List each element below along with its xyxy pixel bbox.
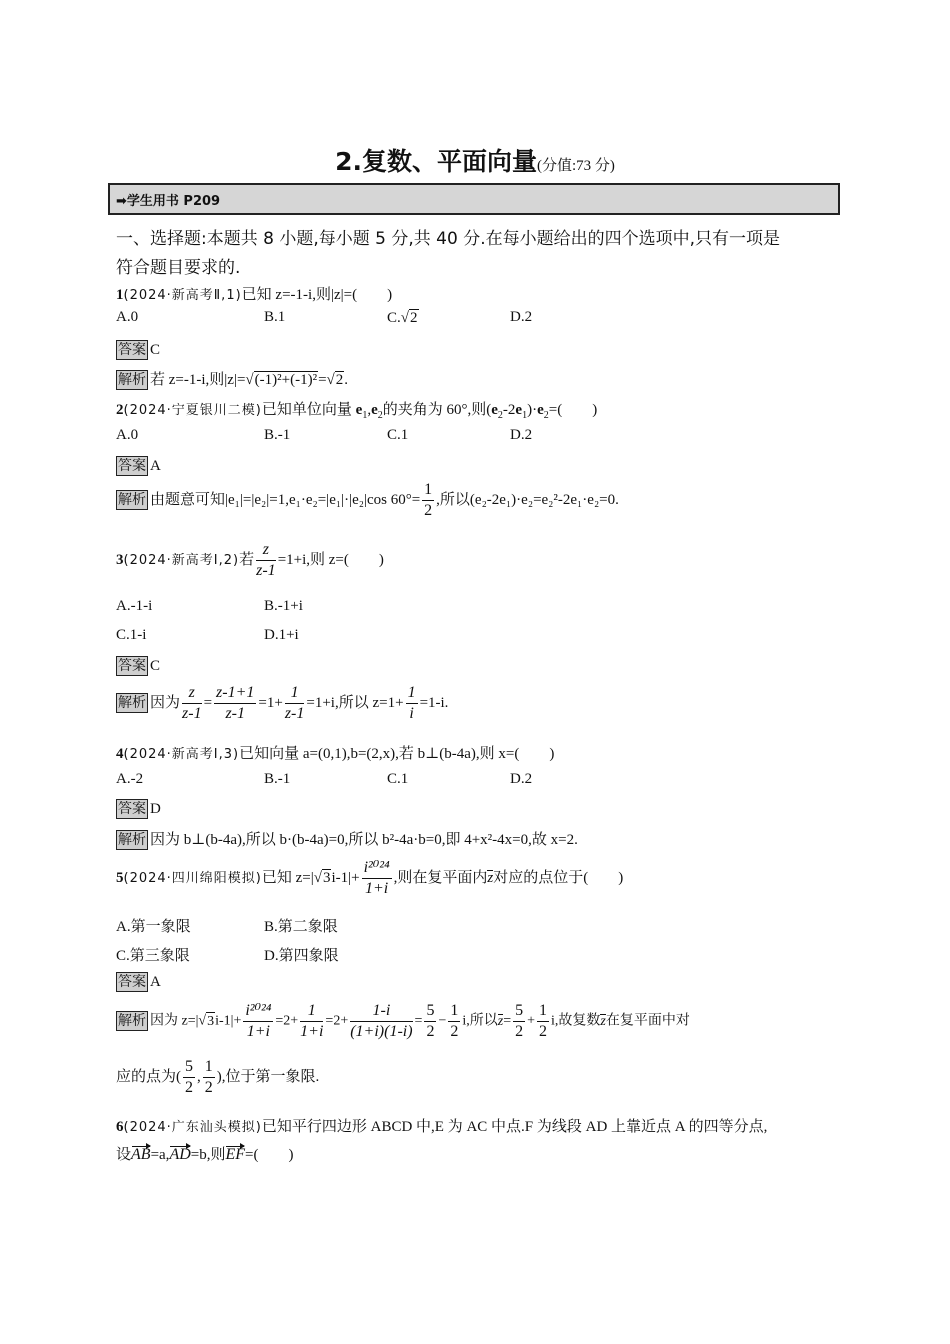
q5-answer-value: A [150,974,161,990]
q4-analysis: 解析 因为 b⊥(b-4a),所以 b·(b-4a)=0,所以 b²-4a·b=0,即 4+x²-4x=0,故 x=2. [118,832,578,848]
fraction: $\frac{1}{i}$ [407,684,416,722]
fraction: $\frac{z}{z-1}$ [256,541,276,579]
q5-source: (2024·四川绵阳模拟) [123,870,262,886]
q3-answer: 答案 C [118,658,161,674]
q1-number: 1 [116,287,124,303]
fraction: $\frac{5}{2}$ [185,1058,193,1096]
q3-option-a: A.-1-i [116,598,153,614]
question-3: 3(2024·新高考Ⅰ,2)若 $\frac{z}{z-1}$ =1+i,则 z=( ) [116,541,384,579]
fraction: $\frac{1-i}{(1+i)(1-i)}$ [350,1002,413,1040]
q1-c-radicand: 2 [410,310,418,326]
page-title [0,142,950,178]
question-6 [116,1115,767,1136]
q4-stem: 已知向量 a=(0,1),b=(2,x),若 b⊥(b-4a),则 x=( ) [239,746,555,762]
q4-answer-value: D [150,801,161,817]
q1-sol-text: 若 z=-1-i,则|z|= [150,372,246,388]
fraction: $\frac{1}{z-1}$ [284,684,305,722]
z-conjugate: z [600,1013,606,1029]
analysis-tag: 解析 [118,372,146,388]
q2-answer: 答案 A [118,458,161,474]
banner-text: ➡学生用书 P209 [116,194,221,209]
q4-answer: 答案 D [118,801,161,817]
q2-option-d: D.2 [510,427,533,443]
fraction: $\frac{\text{i²⁰²⁴}}{1+i}$ [245,1002,272,1040]
q5-option-c: C.第三象限 [116,948,190,964]
q5-option-a: A.第一象限 [116,919,191,935]
vector-ab: AB [131,1146,151,1163]
q1-answer-value: C [150,342,161,358]
q1-analysis: 解析 若 z=-1-i,则|z|=√(-1)²+(-1)²=√2. [118,372,349,388]
title-main: 2.复数、平面向量 [335,147,537,176]
question-4 [116,742,554,763]
q2-number: 2 [116,402,124,418]
q3-option-d: D.1+i [264,627,299,643]
z-conjugate: z [497,1013,504,1029]
q5-answer: 答案 A [118,974,161,990]
q2-answer-value: A [150,458,161,474]
q4-option-c: C.1 [387,771,409,787]
q1-option-b: B.1 [264,309,286,325]
fraction: $\frac{1}{1+i}$ [300,1002,324,1040]
q2-source: (2024·宁夏银川二模) [123,403,262,418]
q3-number: 3 [116,551,124,568]
q4-option-d: D.2 [510,771,533,787]
q6-number: 6 [116,1119,124,1135]
fraction: $\frac{1}{2}$ [450,1002,459,1040]
q5-analysis: 解析 因为 z=|√3i-1|+ $\frac{\text{i²⁰²⁴}}{1+i}$ =2+ $\frac{1}{1+i}$ =2+ $\frac{1-i}{(1+i)(1-i)}$ = $\frac{5}{2}$ − $\frac{1}{2}$ i,所以z= $\frac{5}{2}$ + $\frac{1}{2}$ i,故复数z在复平面中对 [118,1002,690,1040]
fraction: $\frac{\text{i²⁰²⁴}}{1+i}$ [363,859,390,897]
section-heading-line2: 符合题目要求的. [116,258,241,278]
fraction: $\frac{z}{z-1}$ [182,684,202,722]
q3-option-c: C.1-i [116,627,147,643]
q4-number: 4 [116,746,124,762]
section-heading-line1: 一、选择题:本题共 8 小题,每小题 5 分,共 40 分.在每小题给出的四个选项中,只有一项是 [116,229,781,249]
book-reference-banner [108,183,840,215]
q5-number: 5 [116,869,124,886]
q3-source: (2024·新高考Ⅰ,2) [123,552,240,568]
q6-stem-line1: 已知平行四边形 ABCD 中,E 为 AC 中点.F 为线段 AD 上靠近点 A 的四等分点, [261,1119,768,1135]
q2-option-a: A.0 [116,427,139,443]
z-conjugate: z [487,869,494,886]
question-1 [116,283,392,304]
fraction: $\frac{z-1+1}{z-1}$ [216,684,255,722]
q3-analysis: 解析 因为 $\frac{z}{z-1}$ = $\frac{z-1+1}{z-1}$ =1+ $\frac{1}{z-1}$ =1+i,所以 z=1+ $\frac{1}{i}$ =1-i. [118,684,449,722]
q4-option-b: B.-1 [264,771,291,787]
question-5: 5(2024·四川绵阳模拟)已知 z=|√3i-1|+ $\frac{\text{i²⁰²⁴}}{1+i}$ ,则在复平面内z对应的点位于( ) [116,859,624,897]
q2-analysis: 解析 由题意可知|e₁|=|e₂|=1,e₁·e₂=|e₁|·|e₂|cos 60°= $\frac{1}{2}$ ,所以(e₂-2e₁)·e₂=e₂²-2e₁·e₂=0. [118,481,619,519]
vector-ef: EF [225,1146,246,1163]
q1-source: (2024·新高考Ⅱ,1) [123,288,242,303]
q6-source: (2024·广东汕头模拟) [123,1120,262,1135]
q1-option-d: D.2 [510,309,533,325]
vector-ad: AD [169,1146,191,1163]
fraction: $\frac{1}{2}$ [539,1002,548,1040]
answer-tag: 答案 [118,342,146,358]
q3-answer-value: C [150,658,161,674]
q3-option-b: B.-1+i [264,598,303,614]
q1-option-c: C.√2 [387,310,418,326]
q1-option-a: A.0 [116,309,139,325]
fraction: $\frac{1}{2}$ [424,481,433,519]
q2-option-c: C.1 [387,427,409,443]
q6-stem-line2: 设AB=a,AD=b,则EF=( ) [116,1146,294,1163]
q1-sol-radicand: (-1)²+(-1)² [254,372,318,388]
q2-option-b: B.-1 [264,427,291,443]
q5-option-d: D.第四象限 [264,948,339,964]
q4-option-a: A.-2 [116,771,144,787]
q5-option-b: B.第二象限 [264,919,338,935]
question-2: 2(2024·宁夏银川二模)已知单位向量 $e_1,e_2$的夹角为 60°,则$(e_2-2e_1)\cdot e_2=$( ) [116,402,598,421]
fraction: $\frac{1}{2}$ [204,1058,213,1096]
q4-source: (2024·新高考Ⅰ,3) [123,747,240,762]
q1-stem: 已知 z=-1-i,则|z|=( ) [241,287,393,303]
q4-sol-text: 因为 b⊥(b-4a),所以 b·(b-4a)=0,所以 b²-4a·b=0,即 4+x²-4x=0,故 x=2. [150,832,578,848]
q1-answer [116,340,160,360]
title-score: (分值:73 分) [536,158,615,174]
fraction: $\frac{5}{2}$ [515,1002,524,1040]
fraction: $\frac{5}{2}$ [426,1002,435,1040]
q5-analysis-cont: 应的点为( $\frac{5}{2}$ , $\frac{1}{2}$ ),位于第一象限. [116,1058,320,1096]
